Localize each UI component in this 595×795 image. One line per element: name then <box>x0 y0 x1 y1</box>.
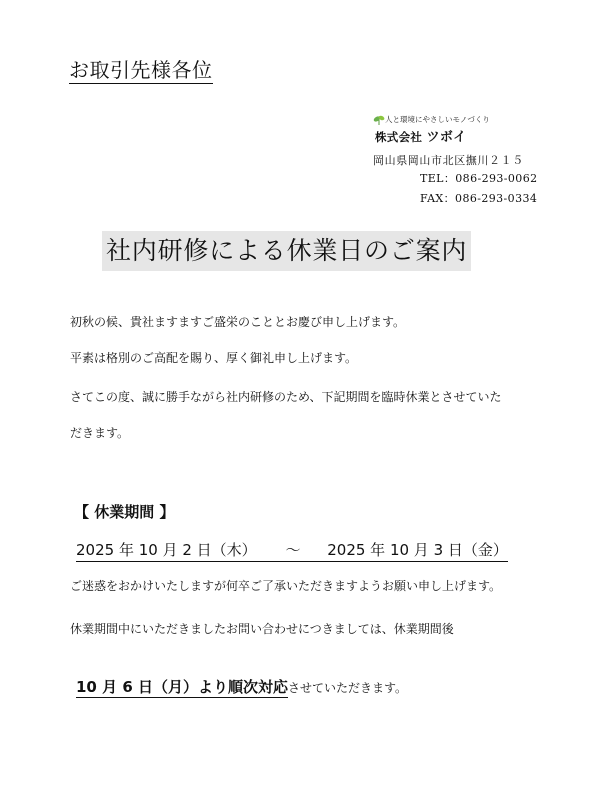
company-tagline: 人と環境にやさしいモノづくり <box>385 115 490 124</box>
leaf-icon <box>373 114 385 126</box>
range-tilde: 〜 <box>285 541 301 559</box>
inquiry-paragraph: 休業期間中にいただきましたお問い合わせにつきましては、休業期間後 <box>70 622 454 636</box>
closure-period-heading: 【 休業期間 】 <box>74 503 175 521</box>
document-title: 社内研修による休業日のご案内 <box>102 231 471 271</box>
thanks-paragraph: 平素は格別のご高配を賜り、厚く御礼申し上げます。 <box>70 351 358 365</box>
company-fax: FAX：086-293-0334 <box>420 192 538 205</box>
notice-paragraph-line2: だきます。 <box>70 426 130 440</box>
apology-paragraph: ご迷惑をおかけいたしますが何卒ご了承いただきますようお願い申し上げます。 <box>70 579 502 593</box>
company-name-prefix: 株式会社 <box>375 130 423 144</box>
resume-date: 10 月 6 日（月）より順次対応 <box>76 678 288 696</box>
closure-start-date: 2025 年 10 月 2 日（木） <box>76 541 257 559</box>
resume-rest: させていただきます。 <box>287 681 408 695</box>
notice-paragraph-line1: さてこの度、誠に勝手ながら社内研修のため、下記期間を臨時休業とさせていた <box>70 390 502 404</box>
greeting-paragraph: 初秋の候、貴社ますますご盛栄のこととお慶び申し上げます。 <box>70 315 406 329</box>
company-tel: TEL：086-293-0062 <box>420 172 538 185</box>
company-address: 岡山県岡山市北区撫川２１５ <box>373 154 524 167</box>
resume-line <box>76 677 407 698</box>
company-name <box>375 126 466 145</box>
closure-period-range <box>76 540 508 562</box>
recipient-heading: お取引先様各位 <box>69 58 213 82</box>
closure-end-date: 2025 年 10 月 3 日（金） <box>327 541 508 559</box>
company-logo <box>371 114 531 146</box>
company-brand: ツボイ <box>426 130 467 145</box>
